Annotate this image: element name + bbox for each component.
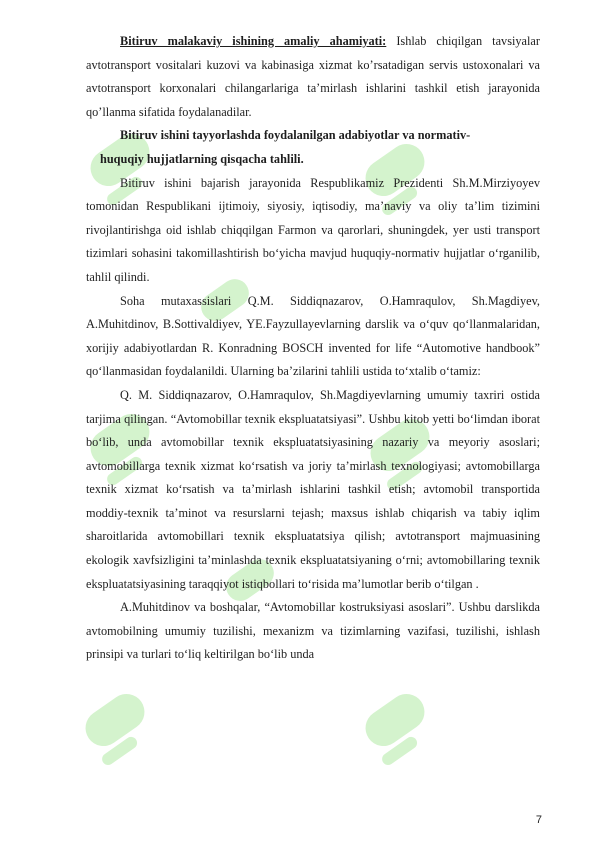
paragraph-book-construction: A.Muhitdinov va boshqalar, “Avtomobillar kostruksiyasi asoslari”. Ushbu darslikda avtomobilning umumiy tuzilishi, mexanizm va tizimlarning vazifasi, tuzilishi, ishlash prinsipi va turlari to‘liq keltirilgan bo‘lib unda	[86, 600, 540, 662]
paragraph-book-exploitation: Q. M. Siddiqnazarov, O.Hamraqulov, Sh.Magdiyevlarning umumiy taxriri ostida tarjima qilingan. “Avtomobillar texnik ekspluatatsiyasi”. Ushbu kitob yetti bo‘limdan iborat bo‘lib, unda avtomobillar texnik ekspluatatsiyasining nazariy va meyoriy asoslari; avtomobillarga texnik xizmat ko‘rsatish va joriy ta’mirlash texnologiyasi; avtomobillarga texnik xizmat ko‘rsatish va ta’mirlash ishlarini tashkil etish; avtomobil transportida moddiy-texnik ta’minot va resurslarni tejash; maxsus ishlab chiqarish va tabiy iqlim sharoitlarida avtomobillari texnik ekspluatatsiya qilish; avtotransport majmuasining ekologik xavfsizligini ta’minlashda texnik ekspluatatsiyaning o‘rni; avtomobillaring texnik ekspluatatsiyasining taraqqiyot istiqbollari to‘risida ma’lumotlar berib o‘tilgan .	[86, 387, 540, 591]
literature-review-heading	[86, 124, 540, 171]
heading-line-1: Bitiruv ishini tayyorlashda foydalanilgan adabiyotlar va normativ-	[120, 128, 471, 143]
heading-line-2: huquqiy hujjatlarning qisqacha tahlili.	[100, 151, 304, 166]
significance-text: Ishlab chiqilgan tavsiyalar avtotransport vositalari kuzovi va kabinasiga xizmat ko’rsatadigan servis ustoxonalari va avtotransport korxonalari chilangarlariga ta’mirlash ishlarini tashkil etish jarayonida qo’llanma sifatida foydalanadilar.	[86, 34, 540, 119]
paragraph-legal-docs: Bitiruv ishini bajarish jarayonida Respublikamiz Prezidenti Sh.M.Mirziyoyev tomonidan Respublikani ijtimoiy, siyosiy, iqtisodiy, ma’naviy va oliy ta’lim tizimini rivojlantirishga oid ishlab chiqqilgan Farmon va qarorlari, shuningdek, yer usti transport tizimlari sohasini takomillashtirish bo‘yicha mavjud huquqiy-normativ hujjatlar o‘rganilib, tahlil qilindi.	[86, 175, 540, 284]
paragraph-significance	[86, 30, 540, 124]
significance-heading: Bitiruv malakaviy ishining amaliy ahamiyati:	[120, 34, 387, 48]
body-text	[86, 30, 540, 667]
paragraph-authors: Soha mutaxassislari Q.M. Siddiqnazarov, O.Hamraqulov, Sh.Magdiyev, A.Muhitdinov, B.Sottivaldiyev, YE.Fayzullayevlarning darslik va o‘quv qo‘llanmalaridan, xorijiy adabiyotlardan R. Konradning BOSCH invented for life “Automotive handbook” qo‘llanmasidan foydalanildi. Ularning ba’zilarini tahlili ustida to‘xtalib o‘tamiz:	[86, 293, 540, 379]
page-number: 7	[535, 814, 542, 826]
